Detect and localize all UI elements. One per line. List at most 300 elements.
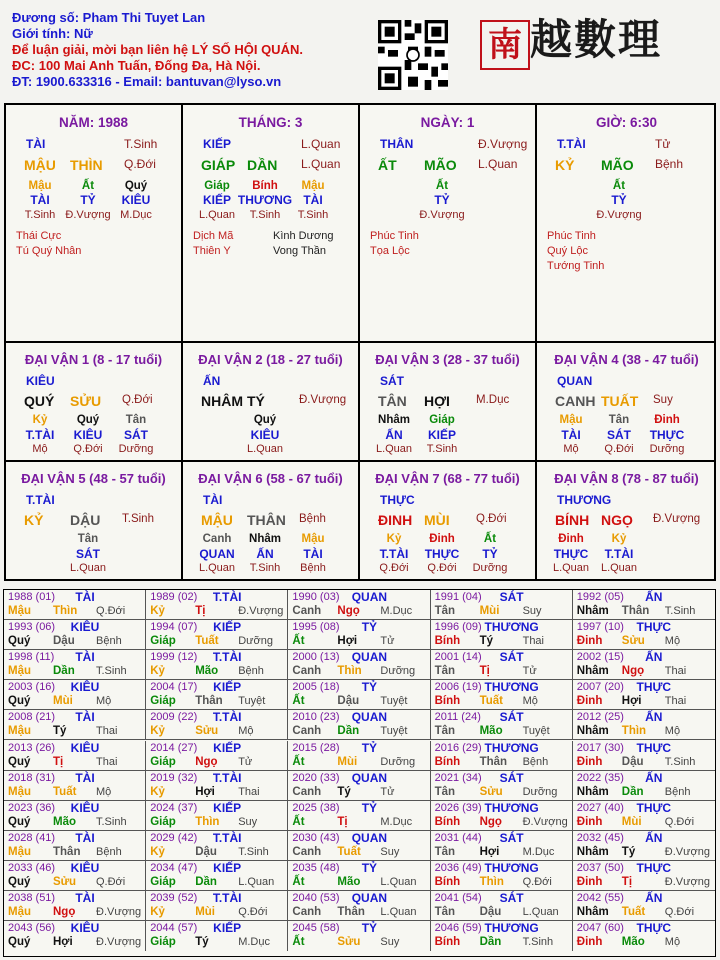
year-cell [4, 680, 146, 710]
year-cell [573, 741, 715, 771]
year-chi: Mão [621, 936, 645, 949]
year-cell [431, 801, 573, 831]
hidden-phase: Q.Đới [427, 562, 457, 574]
year-label: 2024 (37) [150, 801, 198, 814]
year-label: 2047 (60) [576, 922, 624, 935]
year-god: THƯƠNG [484, 620, 539, 635]
dai-van-cell [183, 462, 360, 580]
year-cell [146, 831, 288, 861]
year-chi: Thìn [195, 815, 220, 828]
hidden-stem: Đinh [429, 533, 455, 545]
year-can: Canh [292, 605, 322, 617]
year-chi: Tý [337, 785, 351, 798]
year-phase: Mộ [96, 785, 112, 798]
star-label: Dịch Mã [193, 230, 234, 242]
year-can: Tân [434, 725, 456, 738]
hidden-god: SÁT [607, 428, 631, 442]
year-phase: Mộ [664, 725, 681, 738]
year-label: 2042 (55) [576, 892, 624, 904]
dai-van-phase: Bệnh [299, 513, 326, 525]
hidden-phase: Dưỡng [649, 443, 685, 455]
year-phase: Q.Đới [664, 815, 695, 828]
pillar-cell [6, 105, 183, 343]
year-label: 2035 (48) [292, 861, 340, 874]
address: ĐC: 100 Mai Anh Tuấn, Đống Đa, Hà Nội. [12, 58, 261, 73]
year-cell [431, 620, 573, 650]
hidden-stem: Tân [125, 414, 147, 426]
year-god: SÁT [499, 830, 524, 845]
year-chi: Dần [53, 665, 75, 678]
pillar-title: NGÀY: 1 [420, 115, 475, 130]
year-label: 2019 (32) [150, 771, 198, 784]
year-label: 2036 (49) [434, 861, 482, 874]
hidden-stem: Tân [77, 533, 99, 545]
year-can: Quý [8, 755, 31, 768]
year-god: THỰC [636, 860, 672, 875]
year-can: Ất [292, 695, 305, 708]
year-cell [573, 921, 715, 951]
dai-van-title: ĐẠI VẬN 4 (38 - 47 tuổi) [554, 352, 699, 367]
year-can: Kỷ [150, 725, 165, 738]
year-chi: Thân [621, 605, 650, 617]
year-can: Nhâm [576, 665, 609, 678]
year-can: Canh [292, 906, 322, 918]
year-chi: Dậu [195, 845, 217, 858]
year-phase: Q.Đới [238, 906, 268, 918]
pillar-god: KIẾP [203, 137, 232, 151]
year-god: KIẾP [213, 921, 242, 936]
year-label: 2026 (39) [434, 801, 482, 814]
year-cell [288, 710, 430, 740]
year-chi: Dần [621, 785, 644, 798]
year-phase: Tuyệt [238, 695, 266, 708]
dai-van-cell [360, 343, 537, 462]
year-chi: Tị [195, 605, 206, 617]
dai-van-cell [537, 462, 716, 580]
pillar-can: ẤT [378, 157, 397, 173]
year-cell [431, 650, 573, 680]
hidden-god: TỶ [434, 193, 450, 207]
hidden-stem: Bính [252, 180, 278, 192]
dai-van-title: ĐẠI VẬN 7 (68 - 77 tuổi) [375, 471, 520, 486]
hidden-phase: T.Sinh [297, 209, 329, 221]
year-phase: T.Sinh [238, 845, 269, 858]
dai-van-chi: HỢI [424, 393, 450, 409]
year-god: QUAN [351, 891, 388, 905]
year-label: 2045 (58) [292, 922, 340, 935]
year-chi: Tý [53, 725, 67, 738]
year-chi: Sửu [621, 635, 645, 648]
year-label: 1997 (10) [576, 621, 624, 634]
year-phase: Q.Đới [664, 906, 695, 918]
year-god: T.TÀI [212, 770, 242, 785]
hidden-phase: Đ.Vượng [419, 209, 465, 221]
hidden-stem: Nhâm [378, 414, 410, 426]
hidden-god: TÀI [303, 547, 323, 561]
year-cell [573, 710, 715, 740]
year-god: T.TÀI [212, 891, 242, 905]
year-can: Tân [434, 605, 456, 617]
year-can: Đinh [576, 815, 603, 828]
pillar-phase: T.Sinh [124, 137, 158, 151]
year-label: 2003 (16) [8, 681, 56, 694]
year-cell [431, 891, 573, 921]
year-can: Tân [434, 906, 456, 918]
logo-text: 越數理 [530, 15, 663, 64]
year-phase: Bệnh [238, 665, 264, 678]
year-phase: Dưỡng [380, 755, 416, 768]
year-label: 2000 (13) [292, 651, 340, 664]
year-label: 2041 (54) [434, 892, 482, 904]
year-can: Mậu [8, 785, 31, 798]
hidden-phase: T.Sinh [426, 443, 458, 455]
star-label: Vong Thần [273, 245, 327, 257]
year-god: TỶ [361, 800, 378, 815]
year-god: ẤN [645, 891, 663, 905]
year-phase: L.Quan [238, 875, 275, 888]
dai-van-chi: TÝ [247, 393, 265, 409]
year-can: Tân [434, 785, 456, 798]
pillar-cell [360, 105, 537, 343]
dai-van-phase: Đ.Vượng [299, 394, 347, 406]
year-label: 2025 (38) [292, 801, 340, 814]
year-cell [288, 620, 430, 650]
year-phase: Đ.Vượng [522, 815, 568, 828]
hidden-stem: Kỷ [386, 533, 402, 545]
year-label: 2030 (43) [292, 831, 340, 844]
year-label: 2011 (24) [434, 711, 481, 724]
hidden-god: SÁT [76, 547, 100, 561]
year-can: Bính [434, 936, 461, 949]
year-god: QUAN [351, 710, 388, 725]
year-can: Tân [434, 845, 456, 858]
year-phase: Tuyệt [380, 725, 408, 738]
star-label: Thái Cực [16, 230, 62, 242]
year-phase: Đ.Vượng [664, 875, 710, 888]
year-chi: Mão [195, 665, 219, 678]
year-can: Ất [292, 815, 305, 828]
year-label: 2006 (19) [434, 681, 482, 694]
star-label: Tướng Tinh [547, 260, 605, 272]
year-god: TỶ [361, 860, 378, 875]
year-chi: Dậu [621, 755, 644, 768]
year-label: 2016 (29) [434, 741, 482, 754]
hidden-phase: Dưỡng [118, 443, 154, 455]
year-label: 2040 (53) [292, 892, 340, 904]
year-label: 2032 (45) [576, 831, 624, 844]
year-chi: Tý [195, 936, 209, 949]
star-label: Tọa Lộc [370, 245, 410, 257]
pillar-phase: Đ.Vượng [478, 137, 528, 151]
year-cell [4, 590, 146, 620]
year-label: 2017 (30) [576, 741, 624, 754]
year-label: 1993 (06) [8, 621, 56, 634]
year-label: 1998 (11) [8, 651, 55, 664]
year-cell [573, 861, 715, 891]
year-chi: Tị [53, 755, 64, 768]
year-god: TÀI [75, 710, 95, 725]
year-god: THỰC [636, 921, 672, 936]
hidden-stem: Ất [612, 180, 626, 192]
year-label: 2020 (33) [292, 771, 340, 784]
hidden-god: TÀI [561, 428, 581, 442]
hidden-stem: Quý [253, 414, 277, 426]
year-phase: T.Sinh [664, 755, 696, 768]
year-chi: Tý [479, 635, 494, 648]
dai-van-chi: THÂN [247, 512, 286, 528]
year-cell [431, 710, 573, 740]
dai-van-can: NHÂM [201, 393, 243, 409]
year-god: THỰC [636, 800, 672, 815]
year-chi: Hợi [195, 785, 215, 798]
year-label: 2027 (40) [576, 801, 624, 814]
year-god: TÀI [75, 650, 95, 665]
dai-van-phase: Đ.Vượng [653, 513, 701, 525]
year-can: Ất [292, 755, 305, 768]
year-chi: Tuất [479, 695, 504, 708]
year-cell [573, 620, 715, 650]
year-phase: T.Sinh [664, 605, 696, 617]
year-cell [288, 741, 430, 771]
year-can: Đinh [576, 755, 603, 768]
hidden-phase: Dưỡng [472, 562, 508, 574]
year-chi: Tý [621, 845, 636, 858]
year-can: Giáp [150, 936, 176, 949]
dai-van-chi: DẬU [70, 512, 101, 528]
year-can: Bính [434, 755, 461, 768]
year-phase: Q.Đới [96, 875, 126, 888]
dai-van-can: CANH [555, 393, 596, 409]
year-can: Kỷ [150, 605, 165, 617]
dai-van-phase: Q.Đới [122, 394, 153, 406]
year-phase: Tuyệt [522, 725, 550, 738]
year-god: TỶ [361, 740, 378, 755]
year-god: KIẾP [213, 740, 242, 755]
dai-van-title: ĐẠI VẬN 1 (8 - 17 tuổi) [24, 352, 163, 367]
year-can: Canh [292, 725, 322, 738]
year-phase: Q.Đới [96, 605, 126, 617]
year-can: Ất [292, 875, 305, 888]
year-phase: Dưỡng [522, 785, 558, 798]
dai-van-phase: Suy [653, 394, 673, 406]
year-chi: Mùi [479, 605, 500, 617]
year-chi: Hợi [479, 845, 500, 858]
dai-van-can: BÍNH [555, 512, 590, 528]
pillar-title: NĂM: 1988 [58, 115, 129, 130]
year-phase: Mộ [238, 725, 254, 738]
year-cell [4, 861, 146, 891]
year-cell [146, 680, 288, 710]
dai-van-can: TÂN [378, 393, 407, 409]
year-god: ẤN [645, 650, 663, 665]
year-god: TỶ [361, 680, 378, 695]
dai-van-cell [537, 343, 716, 462]
year-can: Mậu [8, 605, 31, 617]
hidden-phase: Q.Đới [604, 443, 634, 455]
hidden-stem: Đinh [558, 533, 584, 545]
year-chi: Ngọ [479, 815, 502, 828]
year-phase: Bệnh [522, 755, 549, 768]
year-chi: Tuất [195, 635, 219, 648]
year-chi: Ngọ [337, 605, 360, 617]
year-can: Giáp [150, 635, 176, 648]
year-can: Bính [434, 695, 461, 708]
pillar-chi: MÃO [601, 157, 634, 173]
year-phase: M.Dục [238, 936, 270, 949]
year-chi: Tị [479, 665, 490, 678]
year-cell [431, 831, 573, 861]
year-phase: L.Quan [522, 906, 559, 918]
year-label: 2033 (46) [8, 861, 56, 874]
year-cell [288, 590, 430, 620]
subject-name: Đương số: Pham Thi Tuyet Lan [12, 10, 206, 25]
year-god: QUAN [351, 590, 388, 604]
hidden-god: TỶ [482, 547, 498, 561]
hidden-stem: Quý [76, 414, 100, 426]
hidden-phase: L.Quan [552, 562, 590, 574]
logo-seal: 南 [480, 20, 530, 70]
year-can: Giáp [150, 815, 176, 828]
year-phase: Suy [380, 845, 400, 858]
star-label: Thiên Y [193, 245, 231, 257]
year-can: Quý [8, 875, 31, 888]
year-god: QUAN [351, 830, 388, 845]
dai-van-phase: T.Sinh [122, 513, 154, 525]
year-can: Nhâm [576, 605, 609, 617]
year-phase: Đ.Vượng [96, 936, 142, 949]
pillar-can: MẬU [24, 157, 56, 173]
year-god: TỶ [361, 921, 378, 936]
year-label: 2034 (47) [150, 861, 198, 874]
year-phase: Mộ [522, 695, 538, 708]
year-label: 2018 (31) [8, 771, 56, 784]
year-god: T.TÀI [212, 590, 242, 604]
year-chi: Tuất [337, 845, 361, 858]
hidden-god: THƯƠNG [237, 193, 293, 207]
dai-van-title: ĐẠI VẬN 3 (28 - 37 tuổi) [375, 352, 520, 367]
hidden-stem: Mậu [559, 414, 583, 426]
year-phase: Dưỡng [380, 665, 416, 678]
hidden-god: QUAN [199, 547, 235, 561]
year-cell [573, 831, 715, 861]
pillar-phase: Tử [655, 137, 671, 151]
year-god: THƯƠNG [484, 921, 539, 936]
hidden-stem: Ất [435, 180, 449, 192]
year-can: Kỷ [150, 785, 165, 798]
year-can: Quý [8, 815, 31, 828]
year-cell [146, 650, 288, 680]
hidden-phase: T.Sinh [249, 209, 281, 221]
year-can: Mậu [8, 725, 31, 738]
year-can: Bính [434, 635, 461, 648]
gender: Giới tính: Nữ [12, 26, 93, 41]
year-label: 2013 (26) [8, 741, 56, 754]
year-god: KIẾP [213, 620, 242, 635]
year-chi: Dậu [479, 906, 502, 918]
pillar-can-phase: Q.Đới [124, 157, 156, 171]
year-cell [288, 650, 430, 680]
year-chi: Hợi [621, 695, 642, 708]
year-chi: Mão [337, 875, 361, 888]
year-can: Nhâm [576, 725, 609, 738]
pillar-can-phase: L.Quan [478, 157, 518, 171]
hidden-god: THỰC [649, 428, 685, 442]
star-label: Phúc Tinh [370, 230, 419, 242]
year-god: KIÊU [70, 680, 100, 695]
hidden-god: KIÊU [121, 193, 151, 207]
year-god: KIÊU [70, 800, 100, 815]
year-cell [573, 891, 715, 921]
year-can: Quý [8, 635, 31, 648]
year-cell [146, 801, 288, 831]
year-chi: Hợi [337, 635, 358, 648]
year-god: SÁT [499, 650, 524, 665]
hidden-god: ẤN [385, 428, 403, 442]
dai-van-god: TÀI [203, 493, 223, 507]
dai-van-phase: Q.Đới [476, 513, 507, 525]
hidden-god: TỶ [611, 193, 627, 207]
header [12, 10, 303, 90]
year-chi: Sửu [195, 725, 219, 738]
year-cell [146, 921, 288, 951]
hidden-god: KIÊU [250, 428, 280, 442]
pillar-god: T.TÀI [557, 137, 586, 151]
year-phase: Mộ [664, 635, 681, 648]
year-cell [146, 891, 288, 921]
dai-van-cell [360, 462, 537, 580]
year-cell [146, 620, 288, 650]
year-label: 2028 (41) [8, 831, 56, 844]
year-phase: Thai [238, 785, 260, 798]
year-chi: Dần [479, 936, 502, 949]
year-cell [573, 680, 715, 710]
year-chi: Thìn [53, 605, 78, 617]
year-god: T.TÀI [212, 830, 242, 845]
year-label: 2012 (25) [576, 711, 624, 724]
year-phase: L.Quan [380, 906, 417, 918]
year-cell [288, 801, 430, 831]
hidden-stem: Quý [124, 180, 148, 192]
hidden-god: TỶ [80, 193, 96, 207]
year-cell [288, 921, 430, 951]
year-cell [4, 650, 146, 680]
hidden-stem: Mậu [301, 533, 325, 545]
year-chi: Mão [479, 725, 503, 738]
hidden-phase: L.Quan [198, 209, 236, 221]
pillar-cell [183, 105, 360, 343]
year-cell [431, 680, 573, 710]
year-can: Canh [292, 785, 322, 798]
hidden-god: T.TÀI [25, 428, 55, 442]
hidden-phase: Q.Đới [379, 562, 409, 574]
hidden-phase: T.Sinh [249, 562, 281, 574]
year-phase: Tử [380, 785, 395, 798]
year-label: 2002 (15) [576, 651, 624, 664]
hidden-stem: Ất [81, 180, 95, 192]
dai-van-cell [6, 462, 183, 580]
year-chi: Dần [337, 725, 360, 738]
hidden-stem: Mậu [28, 180, 52, 192]
hidden-stem: Nhâm [249, 533, 281, 545]
year-can: Đinh [576, 695, 603, 708]
year-chi: Thìn [337, 665, 362, 678]
pillar-title: GIỜ: 6:30 [595, 115, 658, 130]
year-phase: Tuyệt [380, 695, 408, 708]
year-chi: Tuất [621, 906, 646, 918]
dai-van-cell [6, 343, 183, 462]
dai-van-god: THƯƠNG [557, 493, 612, 507]
dai-van-chi: TUẤT [601, 393, 639, 409]
